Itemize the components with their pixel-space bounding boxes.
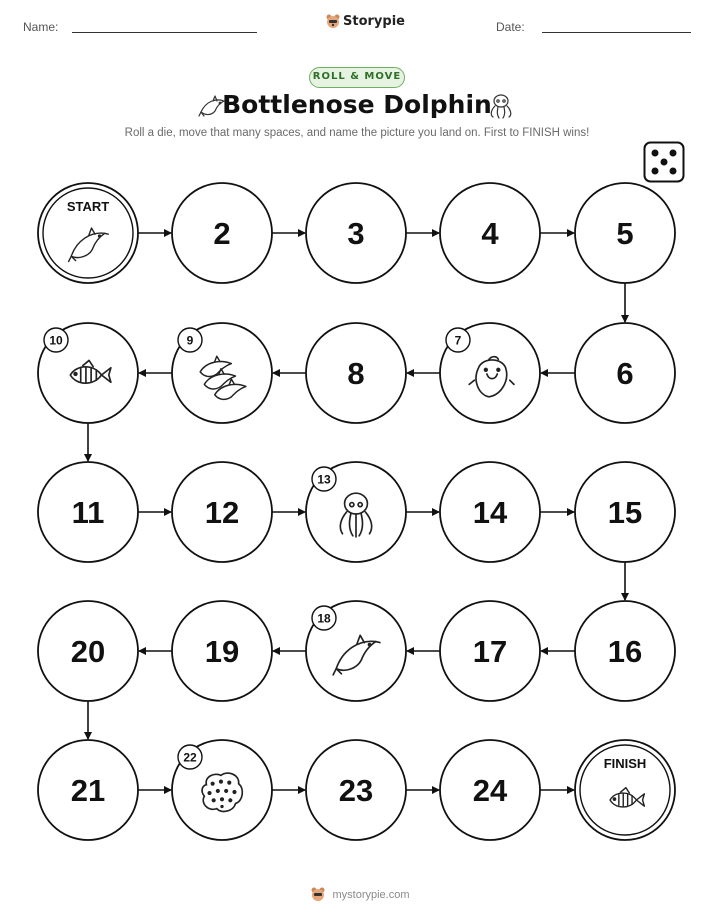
board-space bbox=[172, 601, 272, 701]
board-space bbox=[38, 462, 138, 562]
space-number: 17 bbox=[472, 634, 508, 669]
board-space bbox=[575, 462, 675, 562]
board-space bbox=[306, 323, 406, 423]
board-space bbox=[575, 183, 675, 283]
space-number: 11 bbox=[71, 495, 105, 530]
space-number: 10 bbox=[49, 333, 63, 348]
board-space bbox=[306, 462, 406, 562]
space-number: 13 bbox=[317, 472, 331, 487]
page-title: Bottlenose Dolphin bbox=[222, 90, 492, 119]
board-space bbox=[575, 323, 675, 423]
instructions: Roll a die, move that many spaces, and name the picture you land on. First to FINISH wins! bbox=[124, 127, 590, 139]
space-number: 23 bbox=[338, 773, 374, 808]
finish-label: FINISH bbox=[603, 756, 647, 771]
space-number: 24 bbox=[472, 773, 508, 808]
board-space bbox=[172, 183, 272, 283]
board-space bbox=[440, 462, 540, 562]
space-number: 5 bbox=[616, 216, 634, 251]
space-number: 3 bbox=[347, 216, 365, 251]
board-space bbox=[440, 183, 540, 283]
brand-name: Storypie bbox=[343, 14, 405, 29]
board-space bbox=[38, 601, 138, 701]
footer-url: mystorypie.com bbox=[332, 889, 410, 901]
board-space bbox=[38, 740, 138, 840]
space-number: 2 bbox=[213, 216, 231, 251]
space-number: 20 bbox=[70, 634, 106, 669]
name-label: Name: bbox=[23, 20, 59, 34]
space-number: 9 bbox=[186, 333, 194, 348]
board-space bbox=[172, 323, 272, 423]
board-space bbox=[306, 183, 406, 283]
board-space bbox=[440, 740, 540, 840]
board-space bbox=[172, 740, 272, 840]
board-space bbox=[306, 740, 406, 840]
board-space bbox=[440, 601, 540, 701]
start-label: START bbox=[66, 199, 110, 214]
space-number: 8 bbox=[347, 356, 365, 391]
space-number: 7 bbox=[454, 333, 462, 348]
board-space bbox=[38, 323, 138, 423]
board-space bbox=[172, 462, 272, 562]
space-number: 21 bbox=[70, 773, 106, 808]
activity-badge: ROLL & MOVE bbox=[309, 67, 405, 88]
board-space bbox=[306, 601, 406, 701]
finish-space bbox=[575, 740, 675, 840]
board-space bbox=[575, 601, 675, 701]
board-space bbox=[440, 323, 540, 423]
start-space bbox=[38, 183, 138, 283]
space-number: 15 bbox=[607, 495, 643, 530]
space-number: 16 bbox=[607, 634, 643, 669]
space-number: 6 bbox=[616, 356, 634, 391]
space-number: 12 bbox=[204, 495, 240, 530]
space-number: 19 bbox=[204, 634, 240, 669]
date-label: Date: bbox=[496, 20, 525, 34]
space-number: 22 bbox=[183, 750, 197, 765]
space-number: 18 bbox=[317, 611, 331, 626]
space-number: 4 bbox=[481, 216, 499, 251]
space-number: 14 bbox=[472, 495, 508, 530]
